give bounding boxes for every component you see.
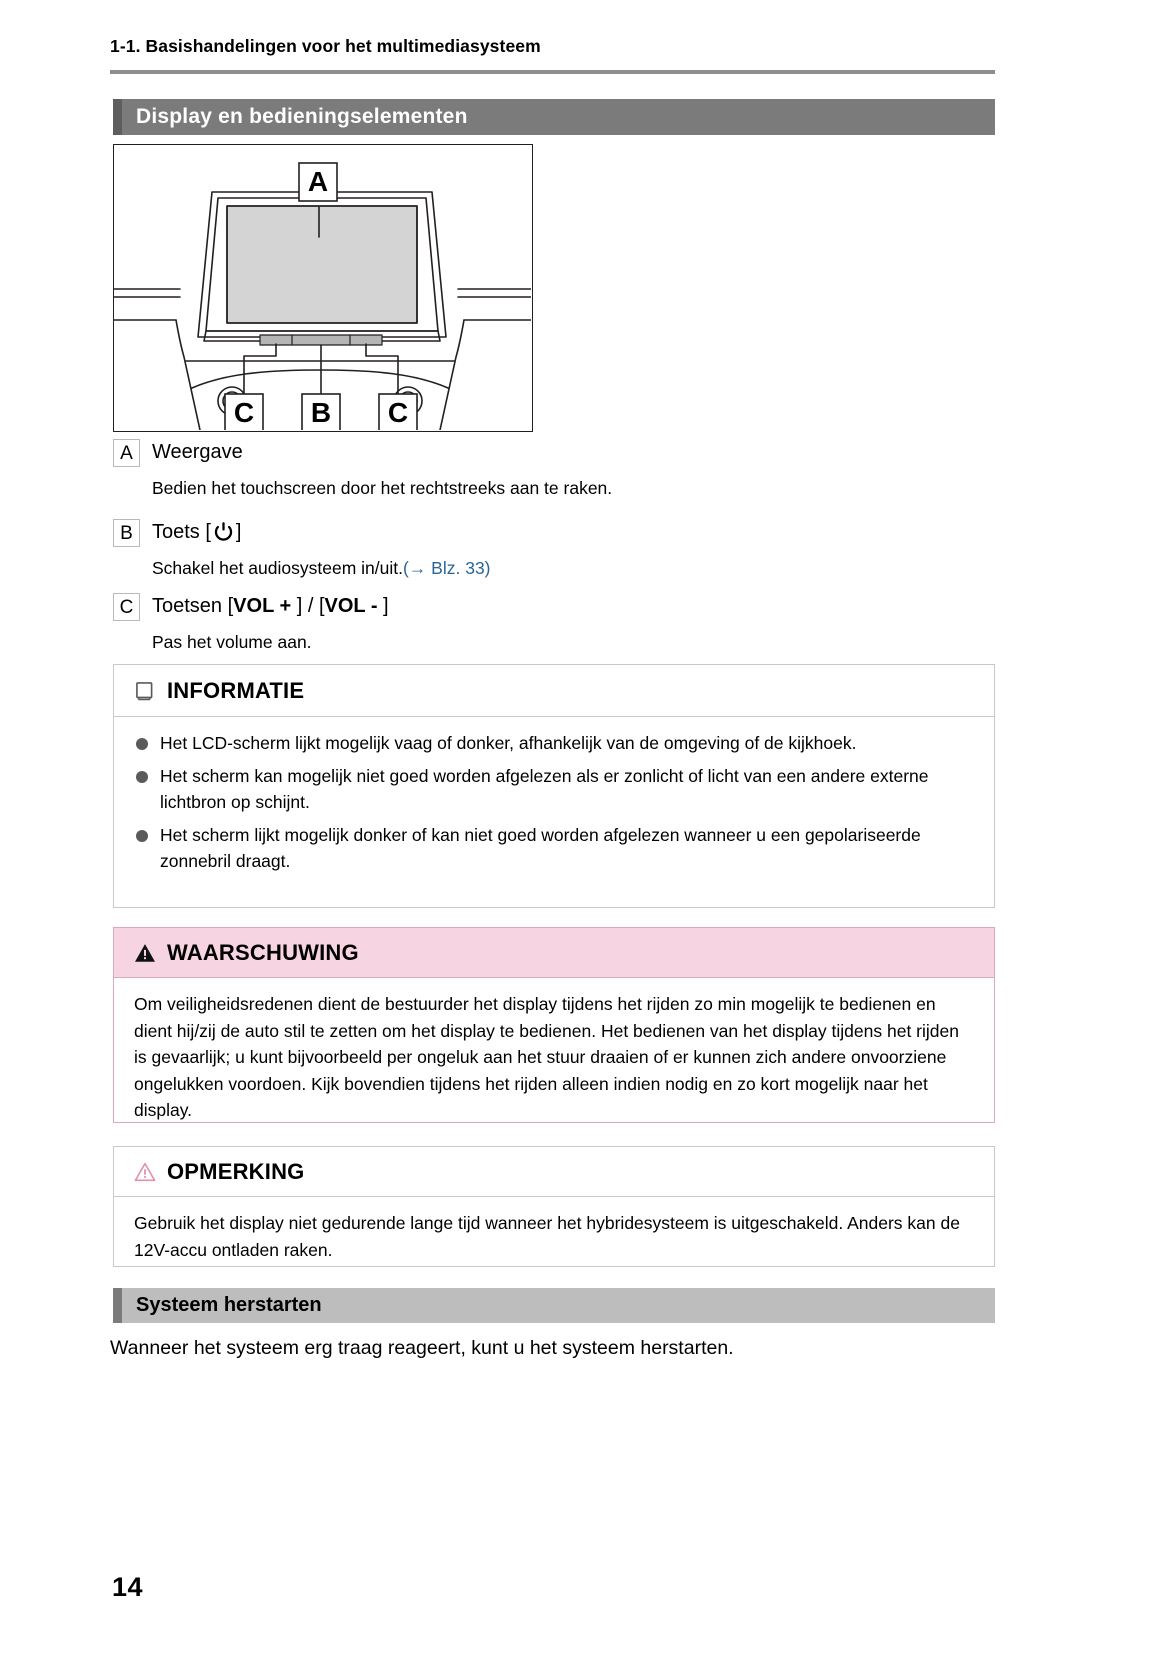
legend-title-c-p4: ] (377, 595, 389, 617)
bullet-text: Het scherm lijkt mogelijk donker of kan niet goed worden afgelezen wanneer u een gepolariseerde zonnebril draagt. (160, 824, 921, 871)
waarschuwing-title: WAARSCHUWING (167, 939, 359, 965)
running-header (110, 36, 995, 57)
legend-item-b (113, 517, 995, 547)
svg-text:B: B (310, 397, 332, 428)
diagram-callout-c-left (225, 394, 263, 430)
legend-list (113, 437, 995, 671)
legend-title-b (140, 517, 241, 547)
legend-title-b-suffix: ] (235, 521, 242, 543)
bullet-dot-icon (136, 830, 148, 842)
legend-item-a (113, 437, 995, 467)
waarschuwing-text: Om veiligheidsredenen dient de bestuurder het display tijdens het rijden zo min mogelijk te bedienen en dient hij/zij de auto stil te zetten om het display te bedienen. Het bedienen van het display tijdens het rijden is gevaarlijk; u kunt bijvoorbeeld per ongeluk aan het stuur draaien of er kunnen zich andere onvoorziene ongelukken voordoen. Kijk bovendien tijdens het rijden alleen indien nodig en zo kort mogelijk naar het display. (134, 994, 959, 1120)
legend-desc-c: Pas het volume aan. (152, 632, 312, 652)
svg-text:A: A (307, 166, 329, 197)
diagram-svg (114, 145, 531, 430)
opmerking-callout (113, 1146, 995, 1267)
subsection-heading-title: Systeem herstarten (136, 1294, 322, 1316)
legend-key-a: A (113, 439, 140, 467)
opmerking-body (114, 1197, 994, 1277)
informatie-header (114, 665, 994, 717)
diagram-callout-a (299, 163, 337, 201)
diagram-callout-c-right (379, 394, 417, 430)
legend-item-c (113, 591, 995, 621)
section-heading-bar (113, 99, 995, 135)
waarschuwing-callout (113, 927, 995, 1123)
legend-title-c-p2: ] / [ (291, 595, 325, 617)
running-header-title: 1-1. Basishandelingen voor het multimediasysteem (110, 36, 541, 56)
page-reference-link[interactable]: (→ Blz. 33) (402, 558, 491, 578)
legend-title-a: Weergave (152, 441, 243, 463)
subsection-heading-accent (113, 1288, 122, 1323)
subsection-heading-bar (113, 1288, 995, 1323)
header-divider (110, 70, 995, 74)
legend-desc-b-text: Schakel het audiosysteem in/uit. (152, 558, 403, 578)
page-number: 14 (112, 1572, 144, 1602)
book-icon (134, 680, 156, 702)
section-heading-accent (113, 99, 122, 135)
opmerking-header (114, 1147, 994, 1197)
legend-title-c-vol-down: VOL - (324, 595, 378, 617)
legend-title-b-prefix: Toets [ (152, 521, 211, 543)
legend-title-c-p0: Toetsen [ (152, 595, 234, 617)
warning-triangle-icon (134, 943, 156, 963)
diagram-callout-b (302, 394, 340, 430)
section-heading-title: Display en bedieningselementen (136, 105, 468, 128)
legend-key-b: B (113, 519, 140, 547)
power-icon (213, 521, 234, 542)
subsection-paragraph: Wanneer het systeem erg traag reageert, kunt u het systeem herstarten. (110, 1337, 734, 1359)
list-item (134, 730, 974, 757)
waarschuwing-body (114, 978, 994, 1138)
dashboard-display-diagram (113, 144, 533, 432)
svg-text:C: C (233, 397, 255, 428)
informatie-body (114, 717, 994, 889)
note-triangle-icon (134, 1162, 156, 1182)
opmerking-text: Gebruik het display niet gedurende lange tijd wanneer het hybridesysteem is uitgeschakeld. Anders kan de 12V-accu ontladen raken. (134, 1213, 960, 1260)
bullet-dot-icon (136, 738, 148, 750)
list-item (134, 763, 974, 816)
waarschuwing-header (114, 928, 994, 978)
bullet-text: Het LCD-scherm lijkt mogelijk vaag of donker, afhankelijk van de omgeving of de kijkhoek. (160, 733, 857, 753)
list-item (134, 822, 974, 875)
bullet-dot-icon (136, 771, 148, 783)
informatie-title: INFORMATIE (167, 677, 305, 703)
informatie-bullet-list (134, 730, 974, 875)
legend-desc-b (113, 555, 995, 581)
bullet-text: Het scherm kan mogelijk niet goed worden afgelezen als er zonlicht of licht van een andere externe lichtbron op schijnt. (160, 765, 929, 812)
opmerking-title: OPMERKING (167, 1158, 305, 1184)
legend-key-c: C (113, 593, 140, 621)
legend-desc-a: Bedien het touchscreen door het rechtstreeks aan te raken. (152, 478, 613, 498)
legend-title-c (140, 591, 389, 621)
informatie-callout (113, 664, 995, 908)
svg-text:C: C (387, 397, 409, 428)
legend-title-c-vol-up: VOL + (233, 595, 292, 617)
